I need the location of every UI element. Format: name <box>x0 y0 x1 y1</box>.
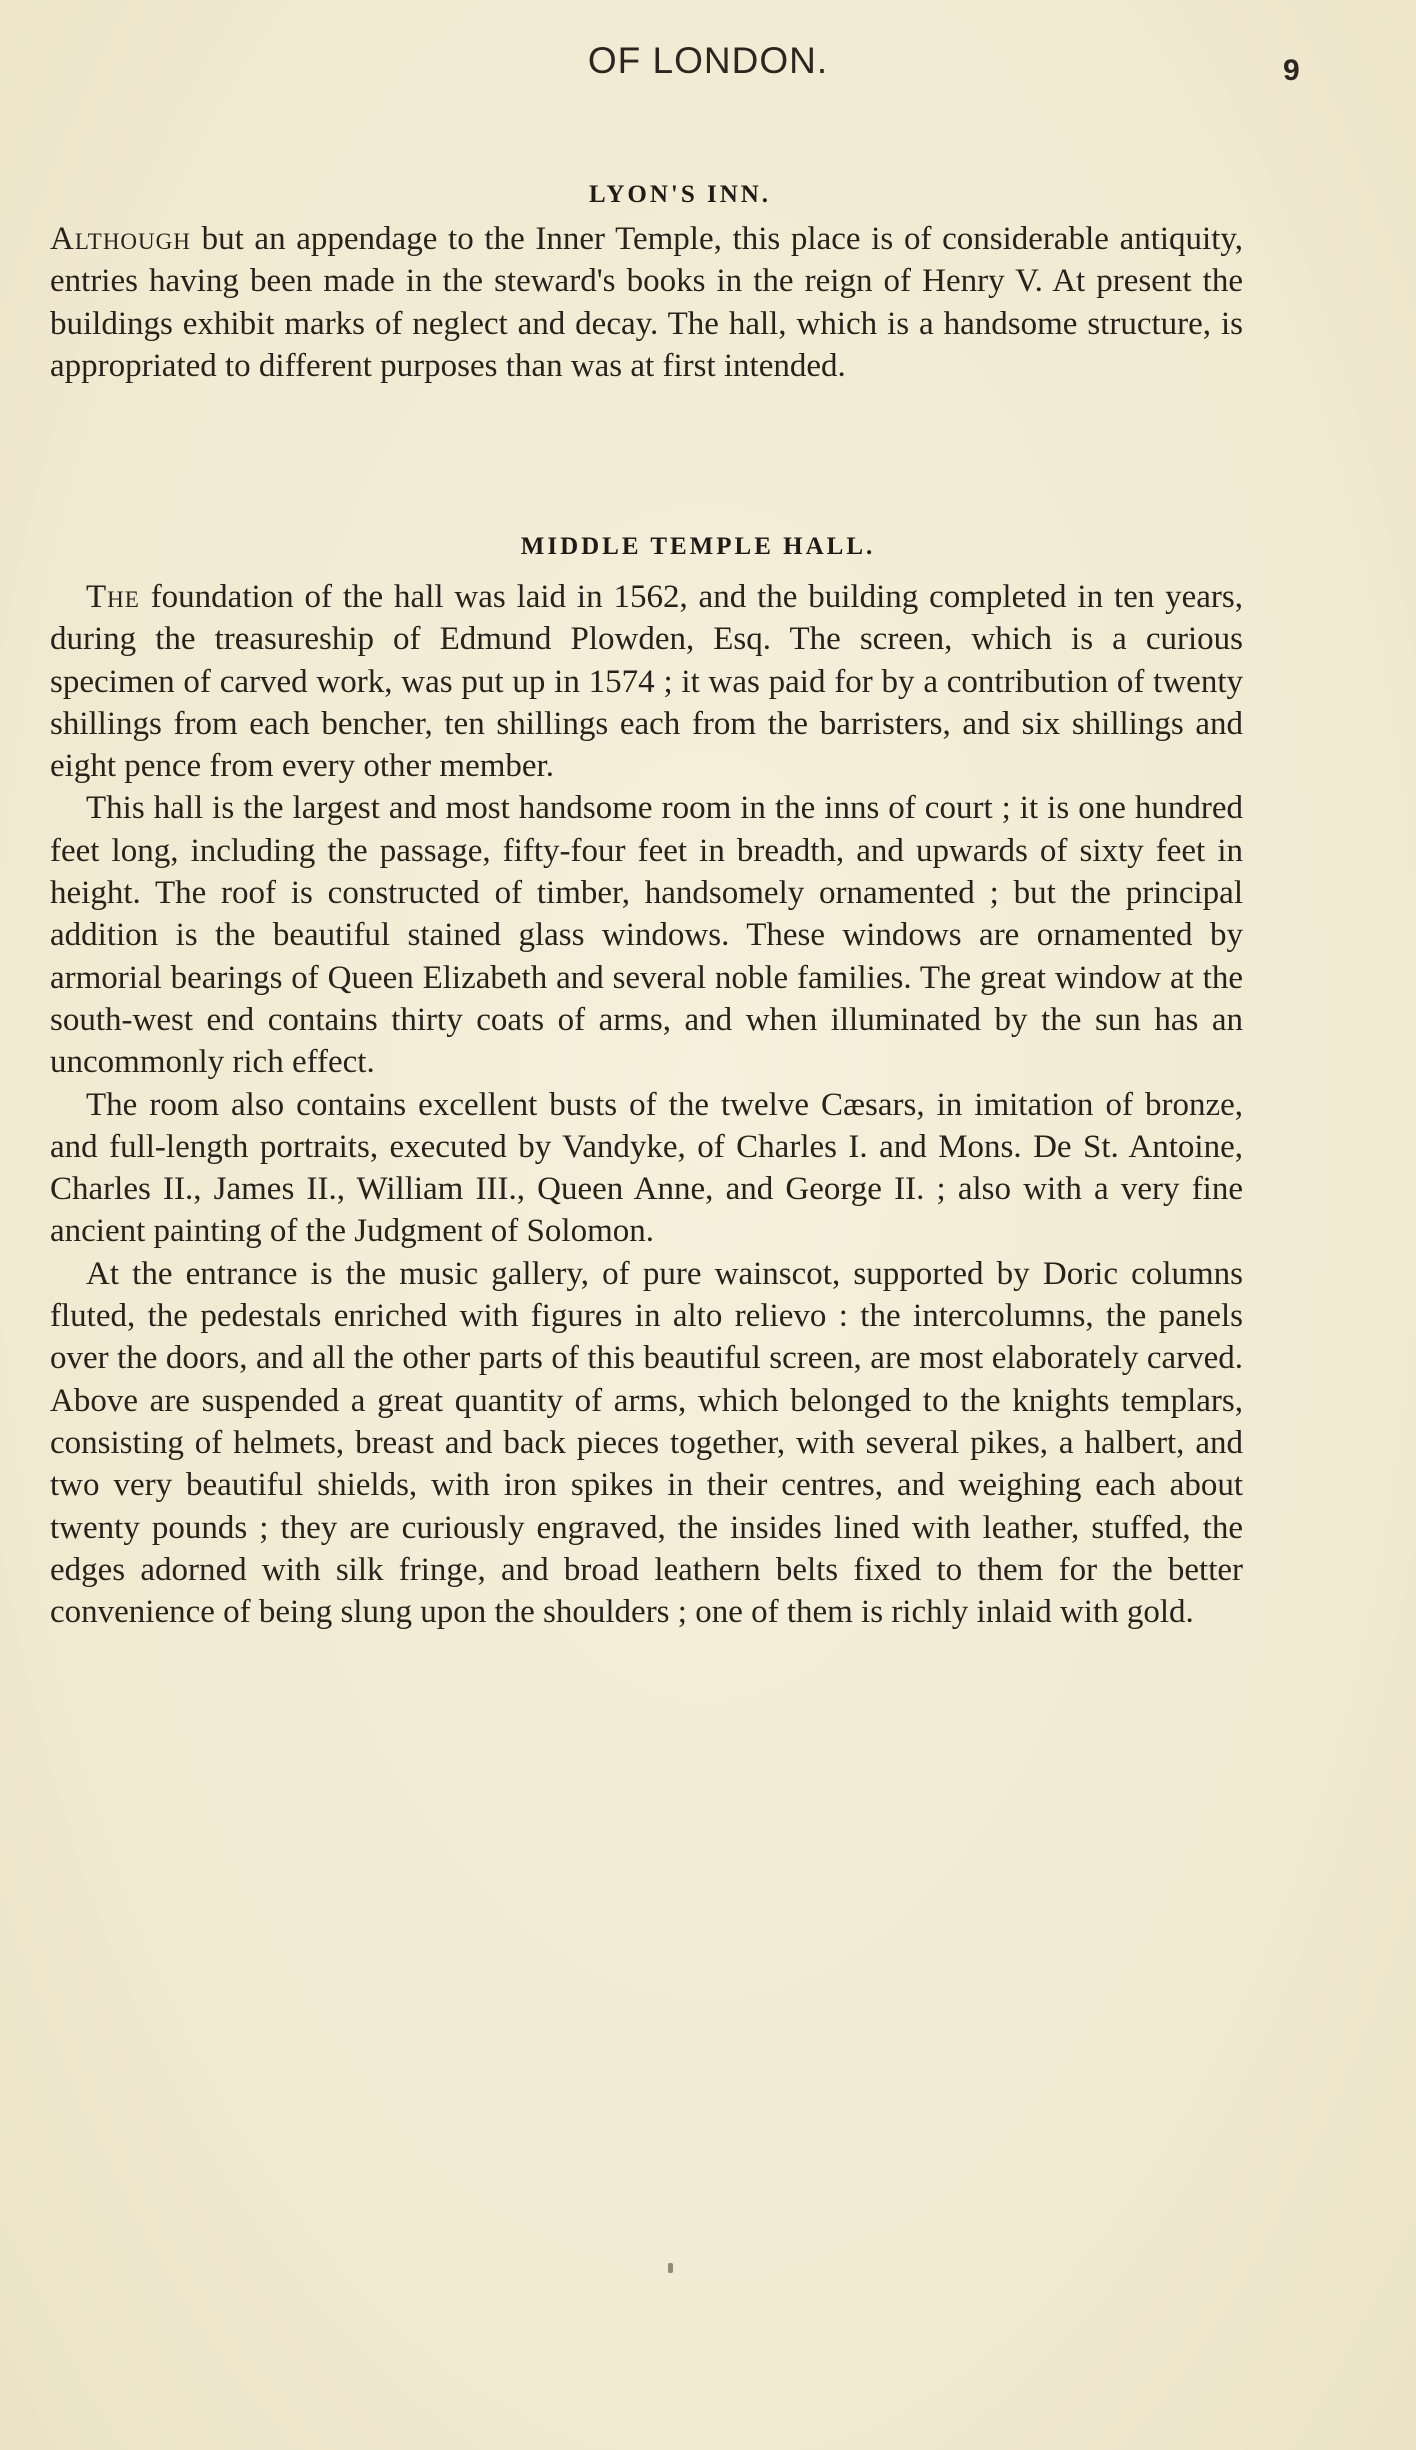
paragraph-text: At the entrance is the music gallery, of pure wainscot, supported by Doric columns fluted, the pedestals enriched with figures in alto relievo : the intercolumns, the panels over the doors, and all the other parts of this beautiful screen, are most elaborately carved. Above are suspended a great quantity of arms, which belonged to the knights templars, consisting of helmets, breast and back pieces together, with several pikes, a halbert, and two very beautiful shields, with iron spikes in their centres, and weighing each about twenty pounds ; they are curiously engraved, the insides lined with leather, stuffed, the edges adorned with silk fringe, and broad leathern belts fixed to them for the better convenience of being slung upon the shoulders ; one of them is richly inlaid with gold. <box>50 1255 1243 1631</box>
section-body-lyons-inn <box>50 218 1243 387</box>
paragraph-text: This hall is the largest and most handsome room in the inns of court ; it is one hundred feet long, including the passage, fifty-four feet in breadth, and upwards of sixty feet in height. The roof is constructed of timber, handsomely ornamented ; but the principal addition is the beautiful stained glass windows. These windows are ornamented by armorial bearings of Queen Elizabeth and several noble families. The great window at the south-west end contains thirty coats of arms, and when illuminated by the sun has an uncommonly rich effect. <box>50 790 1243 1081</box>
paragraph <box>50 1253 1243 1634</box>
ink-speck <box>668 2263 673 2273</box>
paragraph <box>50 576 1243 787</box>
paragraph <box>50 1084 1243 1253</box>
lead-word: Although <box>50 221 191 257</box>
section-heading-lyons-inn: LYON'S INN. <box>588 181 772 208</box>
paragraph-text: but an appendage to the Inner Temple, this place is of considerable antiquity, entries having been made in the steward's books in the reign of Henry V. At present the buildings exhibit marks of neglect and decay. The hall, which is a handsome structure, is appropriated to different purposes than was at first intended. <box>50 221 1243 384</box>
paragraph-text: The room also contains excellent busts of the twelve Cæsars, in imitation of bronze, and full-length portraits, executed by Vandyke, of Charles I. and Mons. De St. Antoine, Charles II., James II., William III., Queen Anne, and George II. ; also with a very fine ancient painting of the Judgment of Solomon. <box>50 1086 1243 1250</box>
paragraph <box>50 218 1243 387</box>
paragraph <box>50 787 1243 1083</box>
paragraph-text: foundation of the hall was laid in 1562, and the building completed in ten years, during the treasureship of Edmund Plowden, Esq. The screen, which is a curious specimen of carved work, was put up in 1574 ; it was paid for by a contribution of twenty shillings from each bencher, ten shillings each from the barristers, and six shillings and eight pence from every other member. <box>50 579 1243 785</box>
lead-word: The <box>86 579 140 615</box>
running-title: OF LONDON. <box>587 40 829 81</box>
section-body-middle-temple-hall <box>50 576 1243 1633</box>
section-heading-middle-temple-hall: MIDDLE TEMPLE HALL. <box>520 533 876 560</box>
page-number: 9 <box>1283 54 1300 87</box>
